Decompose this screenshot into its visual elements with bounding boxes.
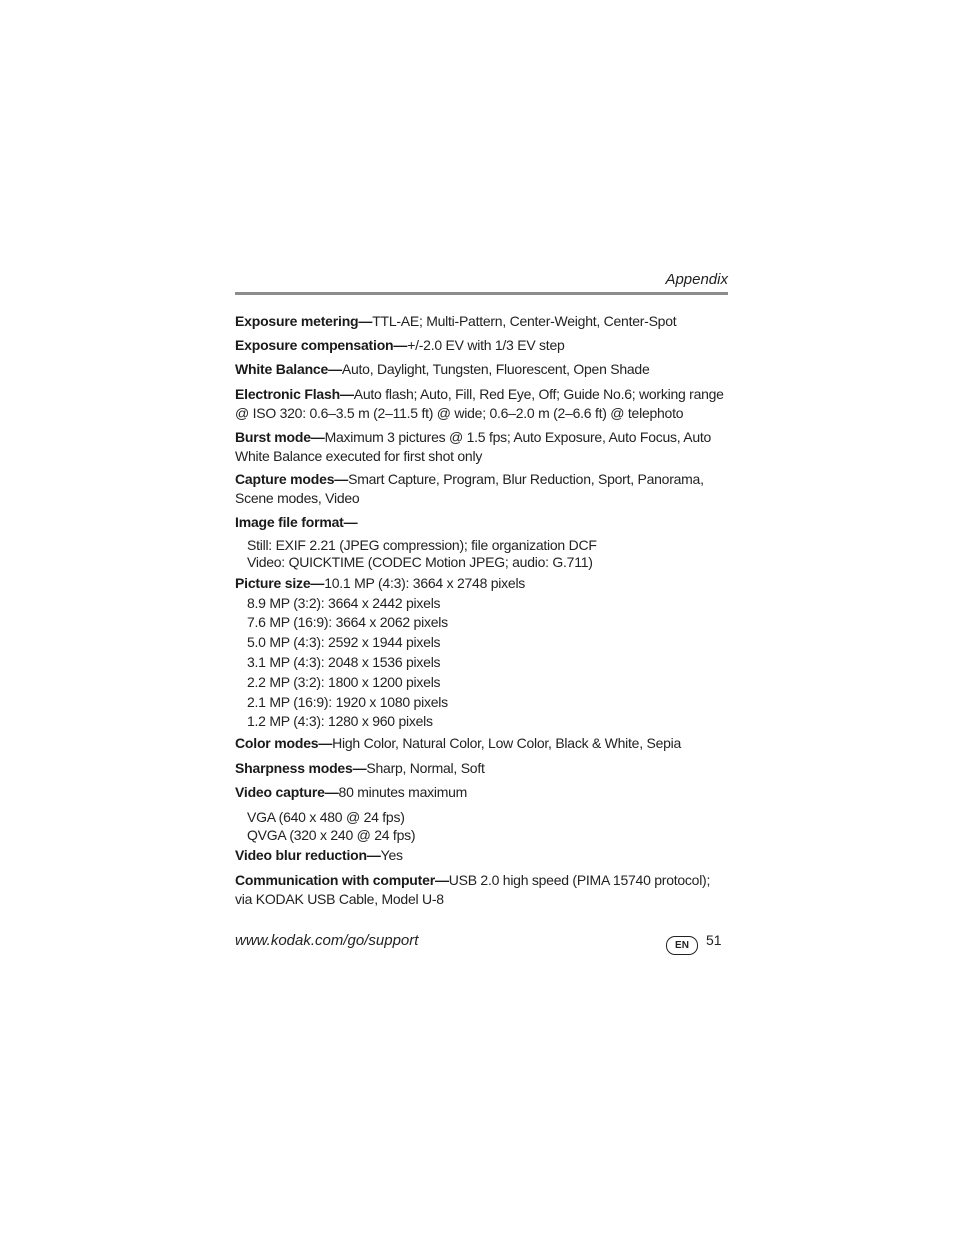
support-url[interactable]: www.kodak.com/go/support [235, 932, 419, 949]
page-number: 51 [706, 932, 722, 948]
spec-burst-mode [235, 428, 730, 465]
spec-label: Video blur reduction— [235, 847, 381, 863]
spec-label: Color modes— [235, 735, 333, 751]
spec-label: Sharpness modes— [235, 760, 367, 776]
spec-sub-line: 5.0 MP (4:3): 2592 x 1944 pixels [247, 634, 441, 650]
spec-communication [235, 871, 730, 908]
spec-value: Auto, Daylight, Tungsten, Fluorescent, Open Shade [341, 361, 650, 377]
spec-value: 80 minutes maximum [338, 784, 468, 800]
spec-value: Sharp, Normal, Soft [366, 760, 485, 776]
spec-video-capture [235, 783, 730, 802]
spec-color-modes [235, 734, 730, 753]
spec-label: Electronic Flash— [235, 386, 354, 402]
spec-exposure-compensation [235, 336, 730, 355]
spec-sub-line: 3.1 MP (4:3): 2048 x 1536 pixels [247, 654, 441, 670]
spec-value: TTL-AE; Multi-Pattern, Center-Weight, Center-Spot [372, 313, 677, 329]
spec-label: Picture size— [235, 575, 325, 591]
spec-value: 10.1 MP (4:3): 3664 x 2748 pixels [324, 575, 526, 591]
spec-sub-line: 2.2 MP (3:2): 1800 x 1200 pixels [247, 674, 441, 690]
spec-picture-size [235, 574, 730, 593]
spec-label: Video capture— [235, 784, 339, 800]
spec-value: Maximum 3 pictures @ 1.5 fps; Auto Exposure, Auto Focus, Auto White Balance executed for first shot only [235, 429, 712, 464]
language-badge: EN [666, 936, 698, 955]
spec-label: Exposure compensation— [235, 337, 408, 353]
spec-sub-line: VGA (640 x 480 @ 24 fps) [247, 809, 405, 825]
spec-sub-line: Still: EXIF 2.21 (JPEG compression); file organization DCF [247, 537, 597, 553]
spec-image-file-format [235, 513, 730, 532]
spec-electronic-flash [235, 385, 730, 422]
spec-value: High Color, Natural Color, Low Color, Black & White, Sepia [332, 735, 682, 751]
spec-sub-line: 2.1 MP (16:9): 1920 x 1080 pixels [247, 694, 448, 710]
section-header: Appendix [665, 271, 728, 288]
spec-sharpness-modes [235, 759, 730, 778]
spec-label: Exposure metering— [235, 313, 373, 329]
spec-value: Auto flash; Auto, Fill, Red Eye, Off; Guide No.6; working range @ ISO 320: 0.6–3.5 m (2–11.5 ft) @ wide; 0.6–2.0 m (2–6.6 ft) @ telephoto [235, 386, 724, 421]
spec-white-balance [235, 360, 730, 379]
spec-value: +/-2.0 EV with 1/3 EV step [407, 337, 565, 353]
spec-label: White Balance— [235, 361, 342, 377]
spec-value: USB 2.0 high speed (PIMA 15740 protocol); via KODAK USB Cable, Model U-8 [235, 872, 711, 907]
spec-sub-line: QVGA (320 x 240 @ 24 fps) [247, 827, 416, 843]
spec-value: Smart Capture, Program, Blur Reduction, Sport, Panorama, Scene modes, Video [235, 471, 704, 506]
spec-video-blur-reduction [235, 846, 730, 865]
spec-label: Capture modes— [235, 471, 349, 487]
header-rule [235, 292, 728, 295]
spec-label: Communication with computer— [235, 872, 449, 888]
spec-sub-line: 1.2 MP (4:3): 1280 x 960 pixels [247, 713, 433, 729]
spec-value: Yes [380, 847, 403, 863]
spec-label: Image file format— [235, 514, 358, 530]
spec-sub-line: 8.9 MP (3:2): 3664 x 2442 pixels [247, 595, 441, 611]
spec-capture-modes [235, 470, 730, 507]
spec-exposure-metering [235, 312, 730, 331]
spec-sub-line: Video: QUICKTIME (CODEC Motion JPEG; audio: G.711) [247, 554, 593, 570]
spec-label: Burst mode— [235, 429, 325, 445]
spec-sub-line: 7.6 MP (16:9): 3664 x 2062 pixels [247, 614, 448, 630]
